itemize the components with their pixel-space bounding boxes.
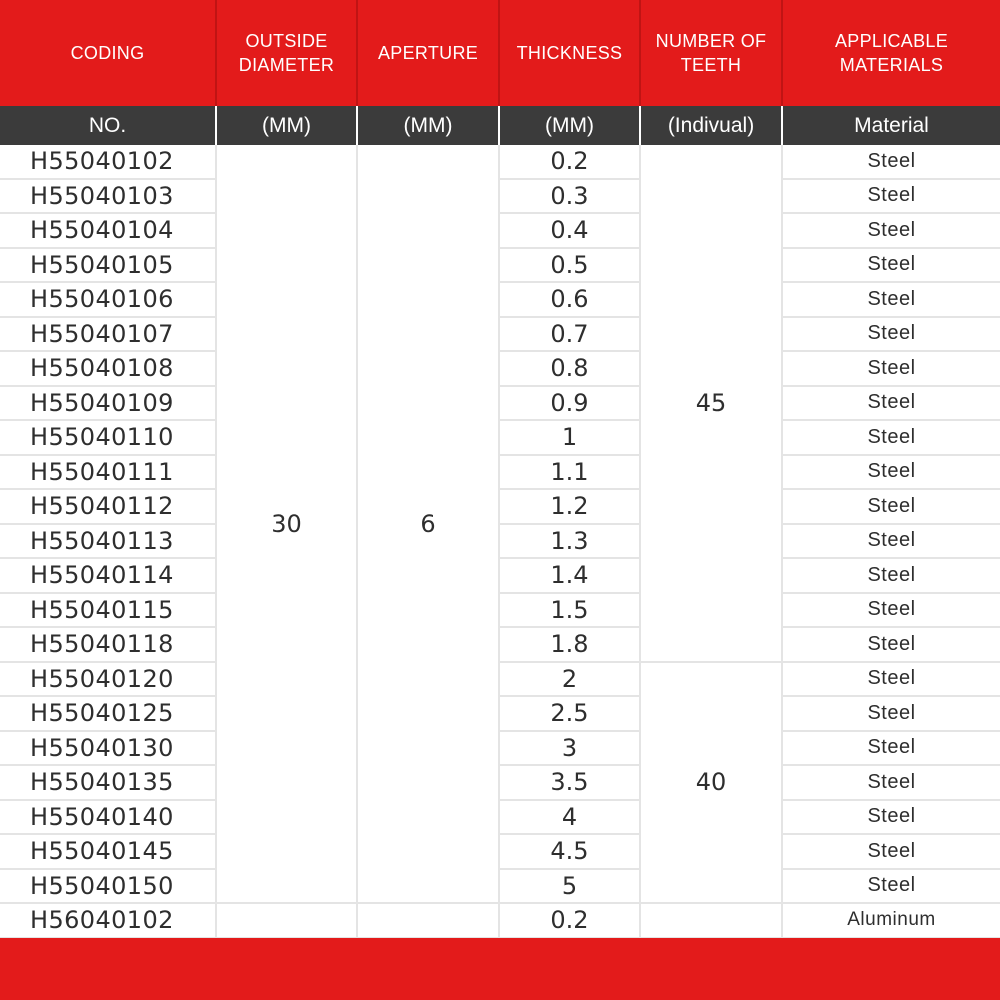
- row-thickness: 0.7: [499, 317, 640, 352]
- row-code: H55040106: [0, 282, 216, 317]
- row-thickness: 1.1: [499, 455, 640, 490]
- row-material: Steel: [782, 248, 1000, 283]
- table-row: [0, 558, 1000, 593]
- row-thickness: 3: [499, 731, 640, 766]
- table-row: [0, 420, 1000, 455]
- row-material: Steel: [782, 145, 1000, 179]
- table-row: [0, 282, 1000, 317]
- row-material: Steel: [782, 179, 1000, 214]
- row-code: H55040114: [0, 558, 216, 593]
- row-code: H55040105: [0, 248, 216, 283]
- header-coding: CODING: [0, 0, 216, 106]
- table-row: [0, 765, 1000, 800]
- row-code: H55040135: [0, 765, 216, 800]
- row-code: H56040102: [0, 903, 216, 938]
- table-row: [0, 903, 1000, 938]
- table-row: [0, 489, 1000, 524]
- header-aperture: APERTURE: [357, 0, 499, 106]
- row-code: H55040108: [0, 351, 216, 386]
- row-code: H55040130: [0, 731, 216, 766]
- row-material: Steel: [782, 455, 1000, 490]
- header-number-of-teeth: [640, 0, 782, 106]
- header-teeth-line-1: NUMBER OF: [655, 31, 767, 51]
- row-code: H55040103: [0, 179, 216, 214]
- teeth-count-group-2: 40: [640, 662, 782, 904]
- row-thickness: 0.3: [499, 179, 640, 214]
- row-thickness: 3.5: [499, 765, 640, 800]
- row-material: Steel: [782, 627, 1000, 662]
- row-thickness: 0.8: [499, 351, 640, 386]
- row-material: Steel: [782, 593, 1000, 628]
- row-material: Steel: [782, 282, 1000, 317]
- row-thickness: 0.4: [499, 213, 640, 248]
- row-material: Steel: [782, 489, 1000, 524]
- row-material: Steel: [782, 351, 1000, 386]
- table-row: [0, 179, 1000, 214]
- row-thickness: 1.3: [499, 524, 640, 559]
- teeth-count-group-1: 45: [640, 145, 782, 662]
- row-thickness: 0.2: [499, 145, 640, 179]
- header-row: [0, 0, 1000, 106]
- row-code: H55040118: [0, 627, 216, 662]
- row-thickness: 5: [499, 869, 640, 904]
- table-row: [0, 213, 1000, 248]
- row-code: H55040110: [0, 420, 216, 455]
- row-code: H55040150: [0, 869, 216, 904]
- row-code: H55040140: [0, 800, 216, 835]
- subheader-no: NO.: [0, 106, 216, 145]
- header-teeth-line-2: TEETH: [680, 55, 742, 75]
- row-material: Steel: [782, 213, 1000, 248]
- table-row: [0, 731, 1000, 766]
- row-thickness: 1.5: [499, 593, 640, 628]
- header-outside-diameter-line-2: DIAMETER: [238, 55, 335, 75]
- row-thickness: 2.5: [499, 696, 640, 731]
- aperture-value: 6: [357, 145, 499, 903]
- row-material: Steel: [782, 800, 1000, 835]
- subheader-teeth-unit: (Indivual): [640, 106, 782, 145]
- table-row: [0, 455, 1000, 490]
- footer-band: [0, 938, 1000, 1000]
- subheader-aperture-unit: (MM): [357, 106, 499, 145]
- row-material: Steel: [782, 386, 1000, 421]
- row-code: H55040104: [0, 213, 216, 248]
- subheader-diameter-unit: (MM): [216, 106, 357, 145]
- row-code: H55040111: [0, 455, 216, 490]
- row-thickness: 0.5: [499, 248, 640, 283]
- row-thickness: 4.5: [499, 834, 640, 869]
- table-row: [0, 145, 1000, 179]
- subheader-thickness-unit: (MM): [499, 106, 640, 145]
- row-code: H55040109: [0, 386, 216, 421]
- row-thickness: 0.2: [499, 903, 640, 938]
- row-material: Steel: [782, 696, 1000, 731]
- row-thickness: 1.2: [499, 489, 640, 524]
- table-row: [0, 593, 1000, 628]
- table-row: [0, 662, 1000, 697]
- row-thickness: 0.9: [499, 386, 640, 421]
- table-row: [0, 869, 1000, 904]
- outside-diameter-value: 30: [216, 145, 357, 903]
- header-outside-diameter: [216, 0, 357, 106]
- row-code: H55040125: [0, 696, 216, 731]
- row-code: H55040120: [0, 662, 216, 697]
- row-code: H55040115: [0, 593, 216, 628]
- header-thickness: THICKNESS: [499, 0, 640, 106]
- row-code: H55040145: [0, 834, 216, 869]
- row-material: Steel: [782, 420, 1000, 455]
- row-material: Steel: [782, 558, 1000, 593]
- spec-table-body: [0, 145, 1000, 938]
- row-thickness: 4: [499, 800, 640, 835]
- row-material: Steel: [782, 869, 1000, 904]
- table-row: [0, 696, 1000, 731]
- row-material: Steel: [782, 731, 1000, 766]
- row-code: H55040113: [0, 524, 216, 559]
- row-code: H55040102: [0, 145, 216, 179]
- header-materials-line-1: APPLICABLE: [834, 31, 949, 51]
- subheader-row: [0, 106, 1000, 145]
- table-row: [0, 524, 1000, 559]
- table-row: [0, 351, 1000, 386]
- teeth-empty-cell: [640, 903, 782, 938]
- row-material: Steel: [782, 317, 1000, 352]
- aperture-empty-cell: [357, 903, 499, 938]
- table-row: [0, 800, 1000, 835]
- subheader-material: Material: [782, 106, 1000, 145]
- row-material: Steel: [782, 524, 1000, 559]
- row-code: H55040107: [0, 317, 216, 352]
- row-material: Steel: [782, 834, 1000, 869]
- header-applicable-materials: [782, 0, 1000, 106]
- row-material: Aluminum: [782, 903, 1000, 938]
- row-thickness: 2: [499, 662, 640, 697]
- row-thickness: 1: [499, 420, 640, 455]
- table-row: [0, 834, 1000, 869]
- outside-diameter-empty-cell: [216, 903, 357, 938]
- row-thickness: 0.6: [499, 282, 640, 317]
- table-row: [0, 386, 1000, 421]
- header-outside-diameter-line-1: OUTSIDE: [245, 31, 328, 51]
- header-materials-line-2: MATERIALS: [839, 55, 944, 75]
- row-thickness: 1.8: [499, 627, 640, 662]
- table-row: [0, 627, 1000, 662]
- row-thickness: 1.4: [499, 558, 640, 593]
- row-material: Steel: [782, 765, 1000, 800]
- table-row: [0, 248, 1000, 283]
- row-material: Steel: [782, 662, 1000, 697]
- table-row: [0, 317, 1000, 352]
- row-code: H55040112: [0, 489, 216, 524]
